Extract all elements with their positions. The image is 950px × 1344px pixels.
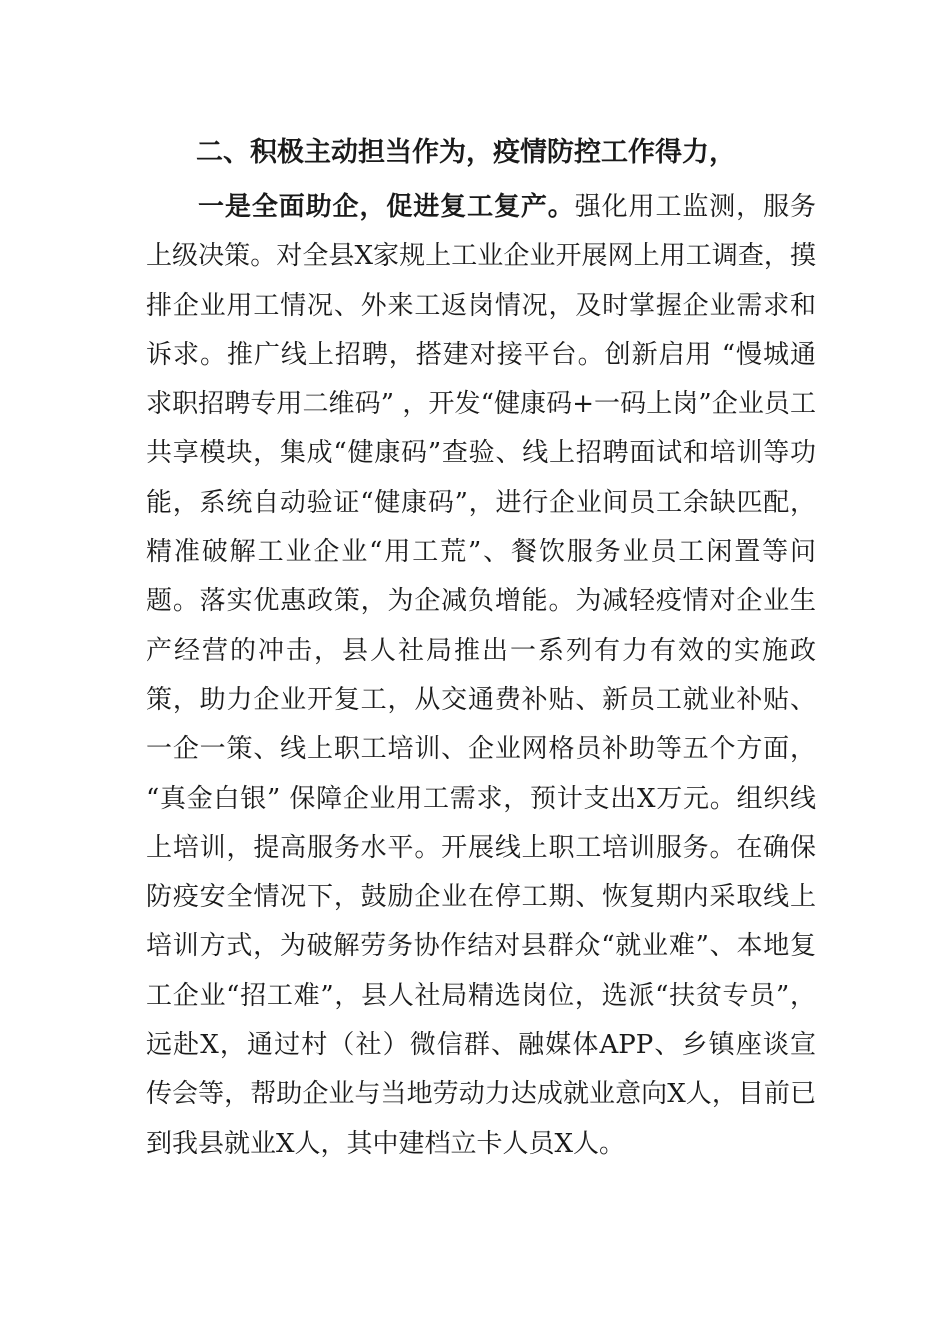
body-paragraph xyxy=(146,183,816,1169)
paragraph-text: 强化用工监测，服务上级决策。对全县X家规上工业企业开展网上用工调查，摸排企业用工情况、外来工返岗情况，及时掌握企业需求和诉求。推广线上招聘，搭建对接平台。创新启用 “慢城通求职招聘专用二维码” ，开发“健康码+一码上岗”企业员工共享模块，集成“健康码”查验、线上招聘面试和培训等功能，系统自动验证“健康码”，进行企业间员工余缺匹配，精准破解工业企业“用工荒”、餐饮服务业员工闲置等问题。落实优惠政策，为企减负增能。为减轻疫情对企业生产经营的冲击，县人社局推出一系列有力有效的实施政策，助力企业开复工，从交通费补贴、新员工就业补贴、一企一策、线上职工培训、企业网格员补助等五个方面， “真金白银” 保障企业用工需求，预计支出X万元。组织线上培训，提高服务水平。开展线上职工培训服务。在确保防疫安全情况下，鼓励企业在停工期、恢复期内采取线上培训方式，为破解劳务协作结对县群众“就业难”、本地复工企业“招工难”，县人社局精选岗位，选派“扶贫专员”，远赴X，通过村（社）微信群、融媒体APP、乡镇座谈宣传会等，帮助企业与当地劳动力达成就业意向X人，目前已到我县就业X人，其中建档立卡人员X人。 xyxy=(146,192,816,1159)
paragraph-lead: 一是全面助企，促进复工复产。 xyxy=(198,192,575,222)
section-heading: 二、积极主动担当作为，疫情防控工作得力， xyxy=(196,137,736,168)
